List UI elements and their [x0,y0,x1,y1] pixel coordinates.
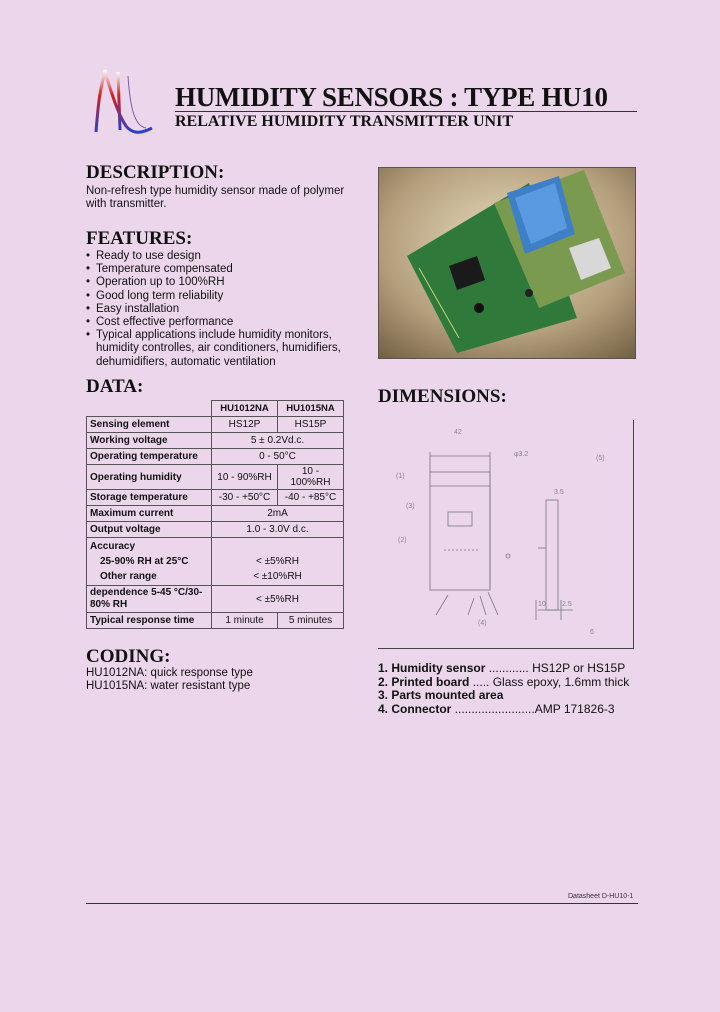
cell-value: -30 - +50°C [212,490,278,506]
features-heading: FEATURES: [86,228,193,249]
feature-item: • Good long term reliability [86,290,376,303]
table-header-row [87,401,344,417]
product-photo [378,167,636,359]
cell-value: 1.0 - 3.0V d.c. [212,522,344,538]
dimension-drawing [378,420,634,649]
row-label: dependence 5-45 °C/30-80% RH [87,586,212,613]
cell-value: 2mA [212,506,344,522]
table-row [87,449,344,465]
description-line: Non-refresh type humidity sensor made of polymer [86,185,345,197]
feature-item: • Typical applications include humidity monitors, [86,329,376,342]
page-subtitle: RELATIVE HUMIDITY TRANSMITTER UNIT [175,113,513,130]
dim-label: (5) [596,455,605,462]
cell-value: 5 ± 0.2Vd.c. [212,433,344,449]
cell-value: HS12P [212,417,278,433]
dim-label: (2) [398,537,407,544]
coding-line: HU1015NA: water resistant type [86,680,251,693]
table-row [87,465,344,490]
table-row [87,586,344,613]
feature-item: • Operation up to 100%RH [86,276,376,289]
cell-value: 5 minutes [278,613,344,629]
document-reference: Datasheet D-HU10-1 [568,893,634,900]
feature-item: • Ready to use design [86,250,376,263]
cell-value: < ±5%RH [212,586,344,613]
data-table [86,400,344,629]
description-text [86,185,366,211]
logo-mark-icon [86,66,158,136]
table-row [87,522,344,538]
column-header: HU1012NA [212,401,278,417]
column-header: HU1015NA [278,401,344,417]
dim-label: (1) [396,473,405,480]
dimensions-heading: DIMENSIONS: [378,386,507,407]
feature-item: • Temperature compensated [86,263,376,276]
table-row [87,538,344,586]
page-title: HUMIDITY SENSORS : TYPE HU10 [175,82,608,112]
data-heading: DATA: [86,376,144,397]
row-label: Operating temperature [87,449,212,465]
table-row [87,417,344,433]
table-row [87,433,344,449]
description-heading: DESCRIPTION: [86,162,225,183]
row-label-accuracy: Accuracy 25-90% RH at 25°C Other range [87,538,212,586]
coding-text [86,667,253,693]
cell-value: 0 - 50°C [212,449,344,465]
dim-label: 42 [454,429,462,436]
feature-item: • Easy installation [86,303,376,316]
parts-item: 2. Printed board ..... Glass epoxy, 1.6mm thick [378,674,630,689]
row-label: Typical response time [87,613,212,629]
row-label: Working voltage [87,433,212,449]
cell-value: 1 minute [212,613,278,629]
cell-value: -40 - +85°C [278,490,344,506]
data-table-container [86,400,344,629]
feature-continuation: dehumidifiers, automatic ventilation [96,355,276,368]
dim-label: 2.5 [562,601,572,608]
dim-label: 10 [538,601,546,608]
table-row [87,506,344,522]
table-row [87,613,344,629]
coding-heading: CODING: [86,646,171,667]
dim-label: 6 [590,629,594,636]
features-list [86,250,376,369]
row-label: Maximum current [87,506,212,522]
feature-continuation: humidity controlles, air conditioners, humidifiers, [96,342,341,355]
dim-label: φ3.2 [514,451,529,458]
parts-list [378,662,629,716]
cell-value: < ±5%RH < ±10%RH [212,538,344,586]
title-rule [175,111,637,112]
description-line: with transmitter. [86,198,167,211]
coding-line: HU1012NA: quick response type [86,667,253,679]
dim-label: (4) [478,620,487,627]
dim-label: (3) [406,503,415,510]
parts-item: 1. Humidity sensor ............ HS12P or HS15P [378,661,626,675]
dim-label: 3.5 [554,489,564,496]
company-logo [86,66,158,136]
row-label: Operating humidity [87,465,212,490]
row-label: Sensing element [87,417,212,433]
pcb-photo-illustration [379,168,635,358]
parts-item: 3. Parts mounted area [378,688,504,702]
table-row [87,490,344,506]
footer-rule [86,903,638,904]
cell-value: 10 - 90%RH [212,465,278,490]
dimension-drawing-svg [378,420,633,648]
feature-item: • Cost effective performance [86,316,376,329]
row-label: Output voltage [87,522,212,538]
cell-value: HS15P [278,417,344,433]
cell-value: 10 - 100%RH [278,465,344,490]
parts-item: 4. Connector ........................AMP 171826-3 [378,701,615,716]
row-label: Storage temperature [87,490,212,506]
